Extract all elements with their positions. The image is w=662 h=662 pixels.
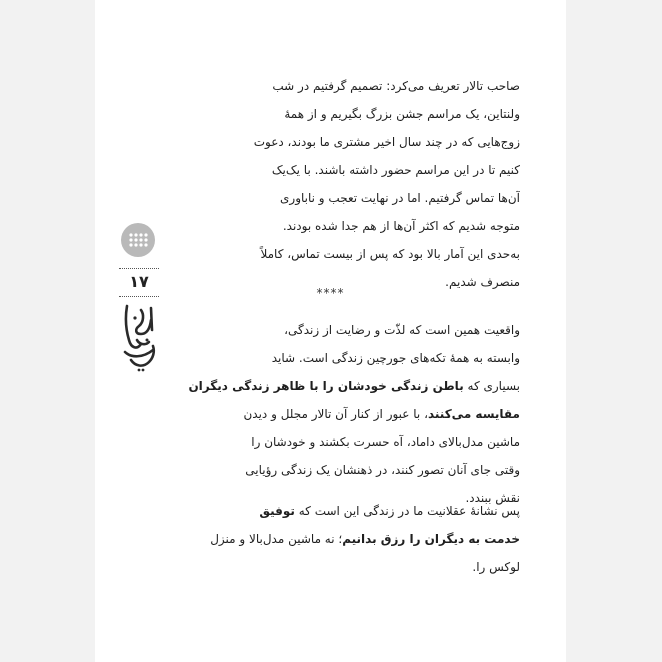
paragraph-3: [145, 497, 520, 581]
page-number: ۱۷: [129, 272, 149, 291]
bold-text-run: مقایسه می‌کنند: [427, 407, 520, 421]
text-line: متوجه شدیم که اکثر آن‌ها از هم جدا شده بودند.: [282, 219, 520, 233]
paragraph-2: [145, 316, 520, 512]
section-separator: ****: [316, 286, 345, 300]
text-run: ؛ نه ماشین مدل‌بالا و منزل: [210, 532, 343, 546]
text-line: ولنتاین، یک مراسم جشن بزرگ بگیریم و از همهٔ: [284, 107, 520, 121]
text-line: ماشین مدل‌بالای داماد، آه حسرت بکشند و خودشان را: [251, 435, 520, 449]
text-line: [145, 400, 520, 428]
bold-text-run: خدمت به دیگران را رزق بدانیم: [342, 532, 520, 546]
text-run: پس نشانهٔ عقلانیت ما در زندگی این است که: [294, 504, 520, 518]
divider: [119, 268, 159, 269]
text-run: بسیاری که: [463, 379, 520, 393]
text-line: [145, 372, 520, 400]
text-line: به‌حدی این آمار بالا بود که پس از بیست تماس، کاملاً: [260, 247, 520, 261]
text-line: وقتی جای آنان تصور کنند، در ذهنشان یک زندگی رؤیایی: [245, 463, 520, 477]
text-line: زوج‌هایی که در چند سال اخیر مشتری ما بودند، دعوت: [253, 135, 520, 149]
bold-text-run: توفیق: [259, 504, 295, 518]
dot-grid-icon: [121, 223, 155, 257]
text-run: ، با عبور از کنار آن تالار مجلل و دیدن: [243, 407, 428, 421]
paragraph-1: [145, 72, 520, 296]
text-line: نقش ببندد.: [465, 491, 520, 505]
text-line: کنیم تا در این مراسم حضور داشته باشند. با یک‌یک: [271, 163, 520, 177]
book-page: [95, 0, 566, 662]
text-line: وابسته به همهٔ تکه‌های جورچین زندگی است. شاید: [271, 351, 520, 365]
divider: [119, 296, 159, 297]
bold-text-run: باطن زندگی خودشان را با ظاهر زندگی دیگران: [188, 379, 464, 393]
text-line: لوکس را.: [472, 560, 520, 574]
text-line: واقعیت همین است که لذّت و رضایت از زندگی،: [284, 323, 520, 337]
text-line: منصرف شدیم.: [445, 275, 520, 289]
text-line: آن‌ها تماس گرفتیم. اما در نهایت تعجب و ناباوری: [280, 191, 520, 205]
calligraphy-logo-icon: [117, 300, 163, 374]
text-line: صاحب تالار تعریف می‌کرد: تصمیم گرفتیم در شب: [272, 79, 520, 93]
text-line: [145, 525, 520, 553]
text-line: [145, 497, 520, 525]
